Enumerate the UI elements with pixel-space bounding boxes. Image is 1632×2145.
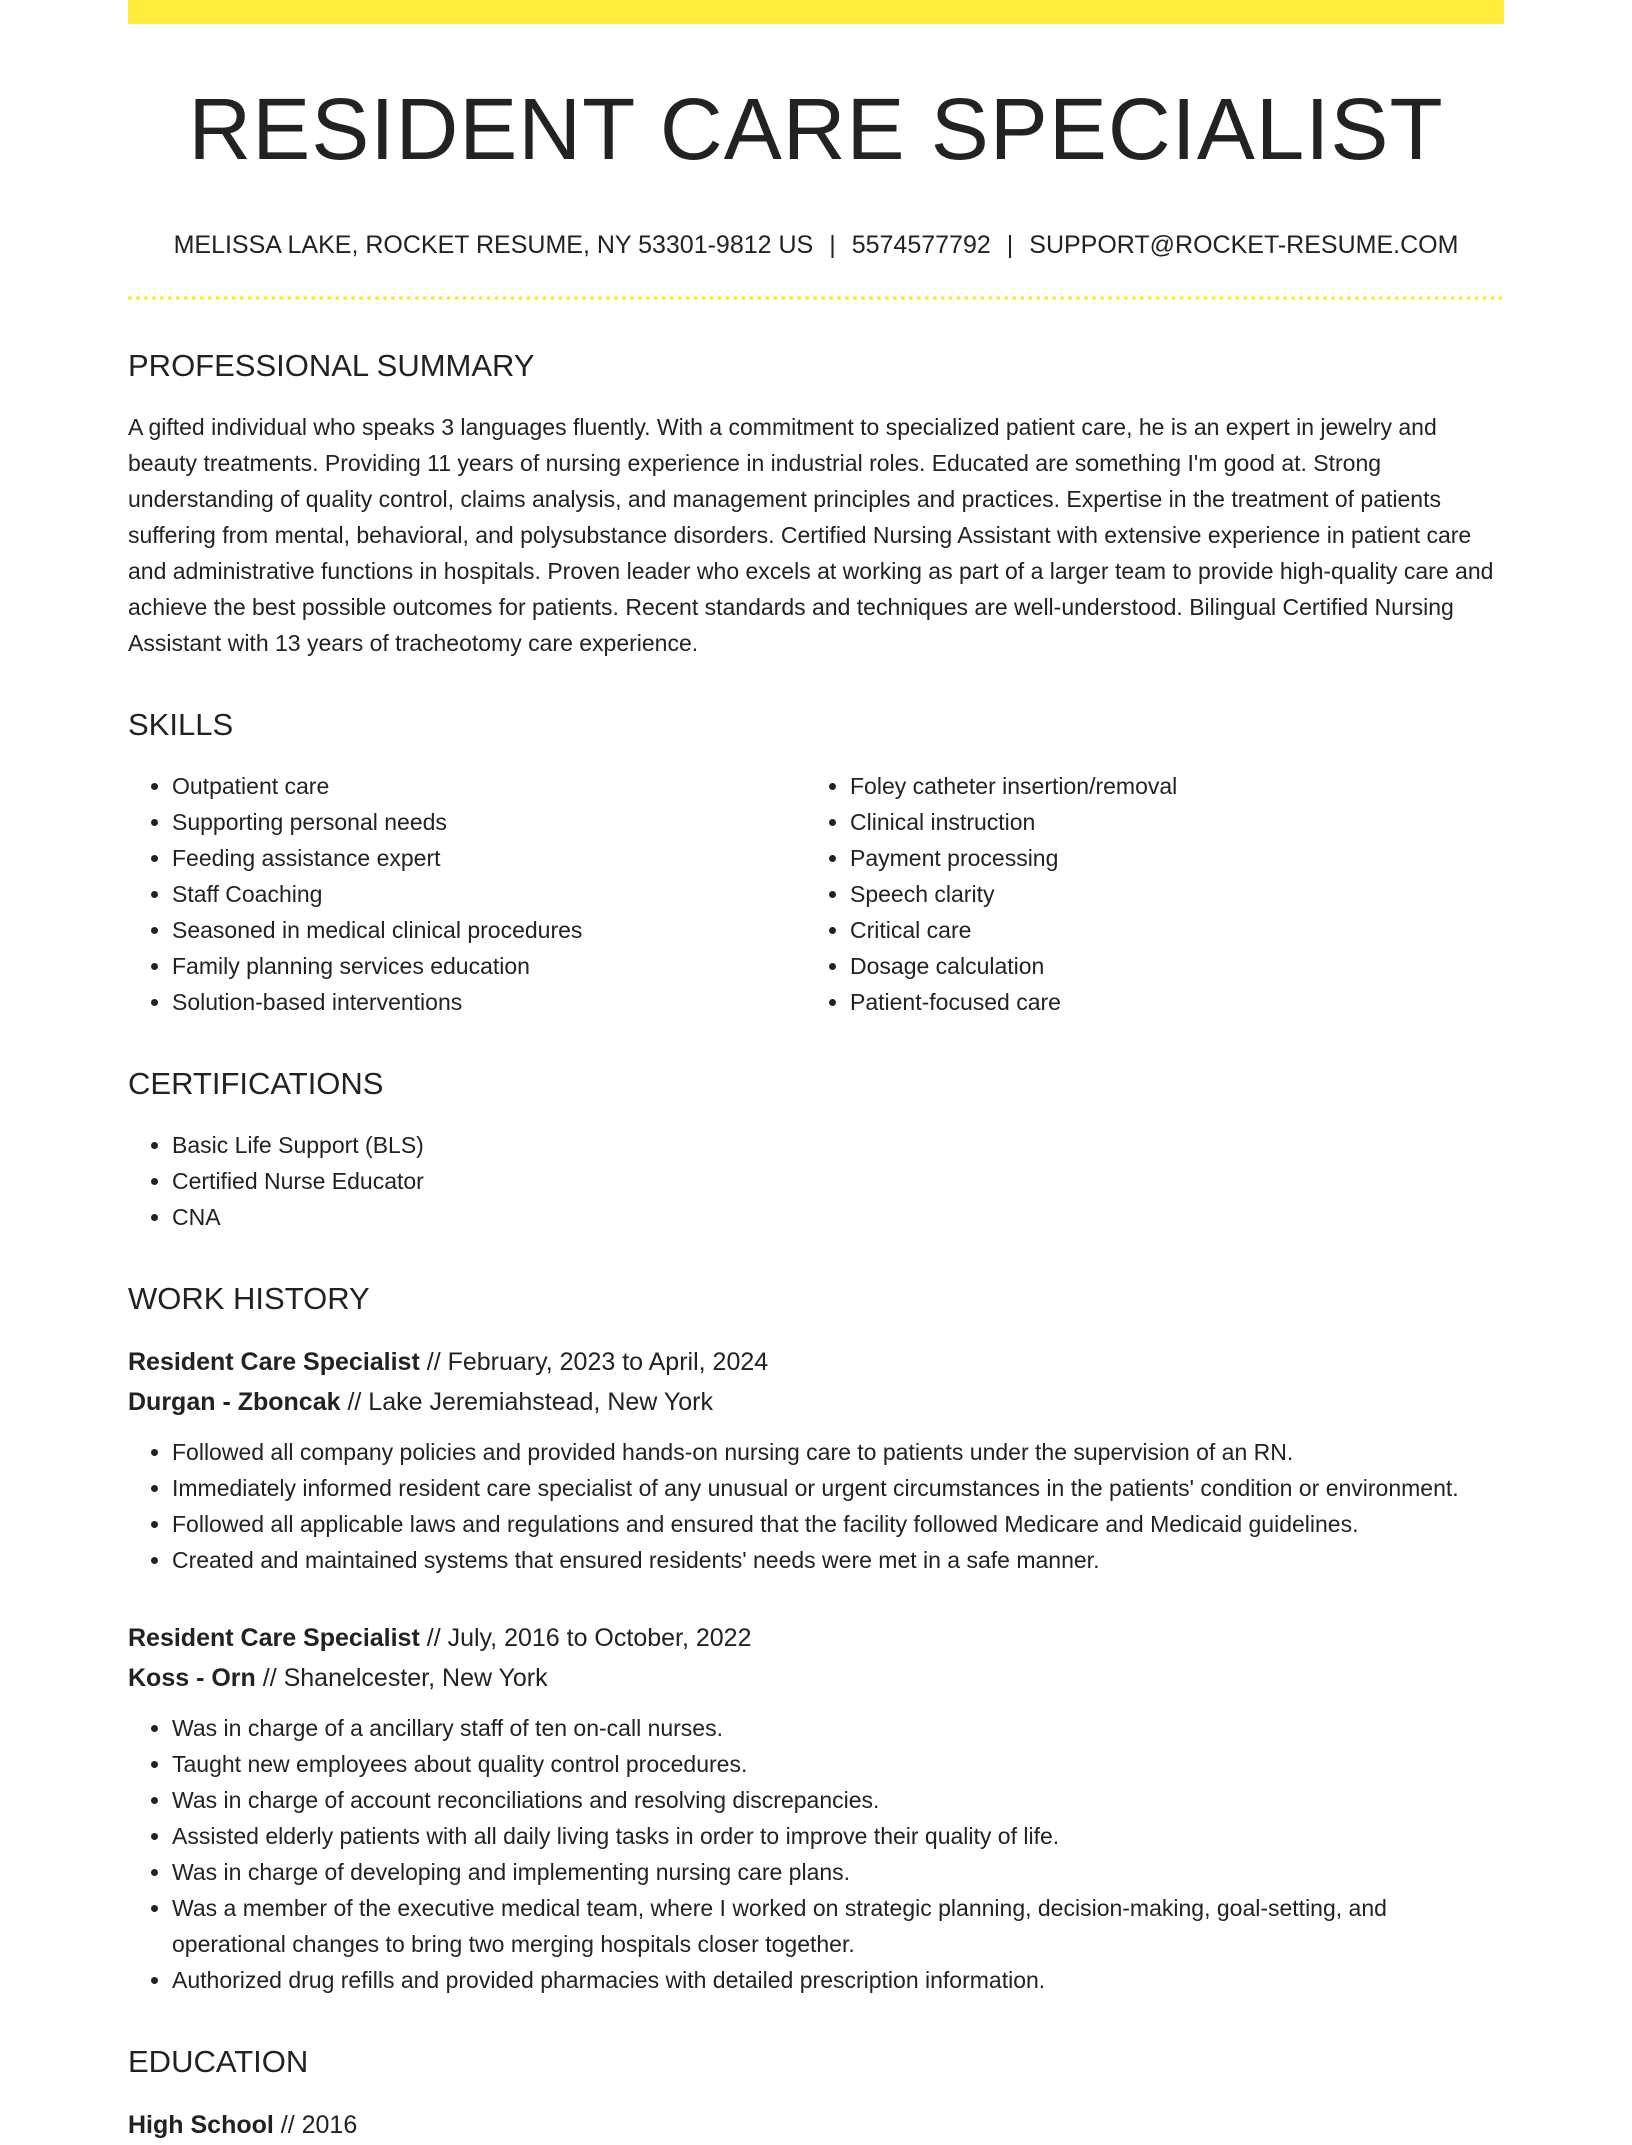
contact-email: SUPPORT@ROCKET-RESUME.COM [1029, 231, 1459, 259]
section-heading-education: EDUCATION [128, 2044, 309, 2079]
job-location: // Lake Jeremiahstead, New York [340, 1388, 713, 1416]
job-bullet: • Assisted elderly patients with all daily living tasks in order to improve their quality of life. [172, 1818, 1504, 1854]
job-company-line [128, 1658, 1504, 1698]
job-bullet: • Was in charge of developing and implementing nursing care plans. [172, 1854, 1504, 1890]
section-heading-summary: PROFESSIONAL SUMMARY [128, 348, 535, 383]
job-bullet: • Authorized drug refills and provided pharmacies with detailed prescription information. [172, 1962, 1504, 1998]
skill-item: • Seasoned in medical clinical procedures [172, 912, 806, 948]
skill-item: • Family planning services education [172, 948, 806, 984]
dotted-divider [128, 296, 1504, 300]
summary-section [128, 350, 1504, 661]
skill-item: • Speech clarity [850, 876, 1484, 912]
job-company-line [128, 1382, 1504, 1422]
skill-item: • Outpatient care [172, 768, 806, 804]
skill-item: • Clinical instruction [850, 804, 1484, 840]
skill-item: • Patient-focused care [850, 984, 1484, 1020]
job-bullet-list [128, 1434, 1504, 1578]
skill-item: • Feeding assistance expert [172, 840, 806, 876]
job-title: Resident Care Specialist [128, 1624, 420, 1652]
skills-column-right [806, 768, 1484, 1020]
certification-item: • CNA [172, 1199, 1504, 1235]
job-bullet: • Was in charge of account reconciliations and resolving discrepancies. [172, 1782, 1504, 1818]
job-dates: // July, 2016 to October, 2022 [419, 1624, 752, 1652]
certification-item: • Basic Life Support (BLS) [172, 1127, 1504, 1163]
education-year: // 2016 [273, 2111, 358, 2139]
certifications-section [128, 1068, 1504, 1235]
job-bullet-list [128, 1710, 1504, 1998]
certification-item: • Certified Nurse Educator [172, 1163, 1504, 1199]
skill-item: • Foley catheter insertion/removal [850, 768, 1484, 804]
skills-section [128, 709, 1504, 1020]
job-bullet: • Immediately informed resident care specialist of any unusual or urgent circumstances in the patients' condition or environment. [172, 1470, 1504, 1506]
job-entry [128, 1618, 1504, 1998]
section-heading-skills: SKILLS [128, 707, 234, 742]
job-company: Koss - Orn [128, 1664, 256, 1692]
job-title-line [128, 1618, 1504, 1658]
education-line [128, 2105, 1504, 2145]
contact-phone: 5574577792 [851, 231, 991, 259]
skill-item: • Payment processing [850, 840, 1484, 876]
skill-item: • Staff Coaching [172, 876, 806, 912]
skill-item: • Solution-based interventions [172, 984, 806, 1020]
contact-address: MELISSA LAKE, ROCKET RESUME, NY 53301-9812 US [173, 231, 814, 259]
education-section [128, 2046, 1504, 2145]
skill-item: • Dosage calculation [850, 948, 1484, 984]
contact-separator: | [1006, 231, 1014, 259]
job-bullet: • Followed all applicable laws and regulations and ensured that the facility followed Medicare and Medicaid guidelines. [172, 1506, 1504, 1542]
skills-columns [128, 768, 1504, 1020]
job-bullet: • Was a member of the executive medical team, where I worked on strategic planning, decision-making, goal-setting, and operational changes to bring two merging hospitals closer together. [172, 1890, 1504, 1962]
job-company: Durgan - Zboncak [128, 1388, 341, 1416]
accent-top-bar [128, 0, 1504, 24]
job-dates: // February, 2023 to April, 2024 [419, 1348, 769, 1376]
job-title-line [128, 1342, 1504, 1382]
job-entry [128, 1342, 1504, 1578]
skill-item: • Critical care [850, 912, 1484, 948]
job-title: Resident Care Specialist [128, 1348, 420, 1376]
education-degree: High School [128, 2111, 274, 2139]
skills-list-right [806, 768, 1484, 1020]
summary-text: A gifted individual who speaks 3 languages fluently. With a commitment to specialized patient care, he is an expert in jewelry and beauty treatments. Providing 11 years of nursing experience in industrial roles. Educated are something I'm good at. Strong understanding of quality control, claims analysis, and management principles and practices. Expertise in the treatment of patients suffering from mental, behavioral, and polysubstance disorders. Certified Nursing Assistant with extensive experience in patient care and administrative functions in hospitals. Proven leader who excels at working as part of a larger team to provide high-quality care and achieve the best possible outcomes for patients. Recent standards and techniques are well-understood. Bilingual Certified Nursing Assistant with 13 years of tracheotomy care experience. [128, 414, 1494, 656]
job-bullet: • Followed all company policies and provided hands-on nursing care to patients under the supervision of an RN. [172, 1434, 1504, 1470]
resume-page [128, 0, 1504, 2145]
skills-column-left [128, 768, 806, 1020]
job-bullet: • Created and maintained systems that ensured residents' needs were met in a safe manner. [172, 1542, 1504, 1578]
contact-separator: | [829, 231, 836, 259]
certifications-list [128, 1127, 1504, 1235]
skills-list-left [128, 768, 806, 1020]
skill-item: • Supporting personal needs [172, 804, 806, 840]
job-bullet: • Taught new employees about quality control procedures. [172, 1746, 1504, 1782]
job-bullet: • Was in charge of a ancillary staff of ten on-call nurses. [172, 1710, 1504, 1746]
resume-title: RESIDENT CARE SPECIALIST [188, 81, 1444, 178]
section-heading-work-history: WORK HISTORY [128, 1281, 370, 1316]
contact-line [128, 233, 1504, 258]
work-history-section [128, 1283, 1504, 1998]
section-heading-certifications: CERTIFICATIONS [128, 1066, 384, 1101]
job-location: // Shanelcester, New York [255, 1664, 548, 1692]
